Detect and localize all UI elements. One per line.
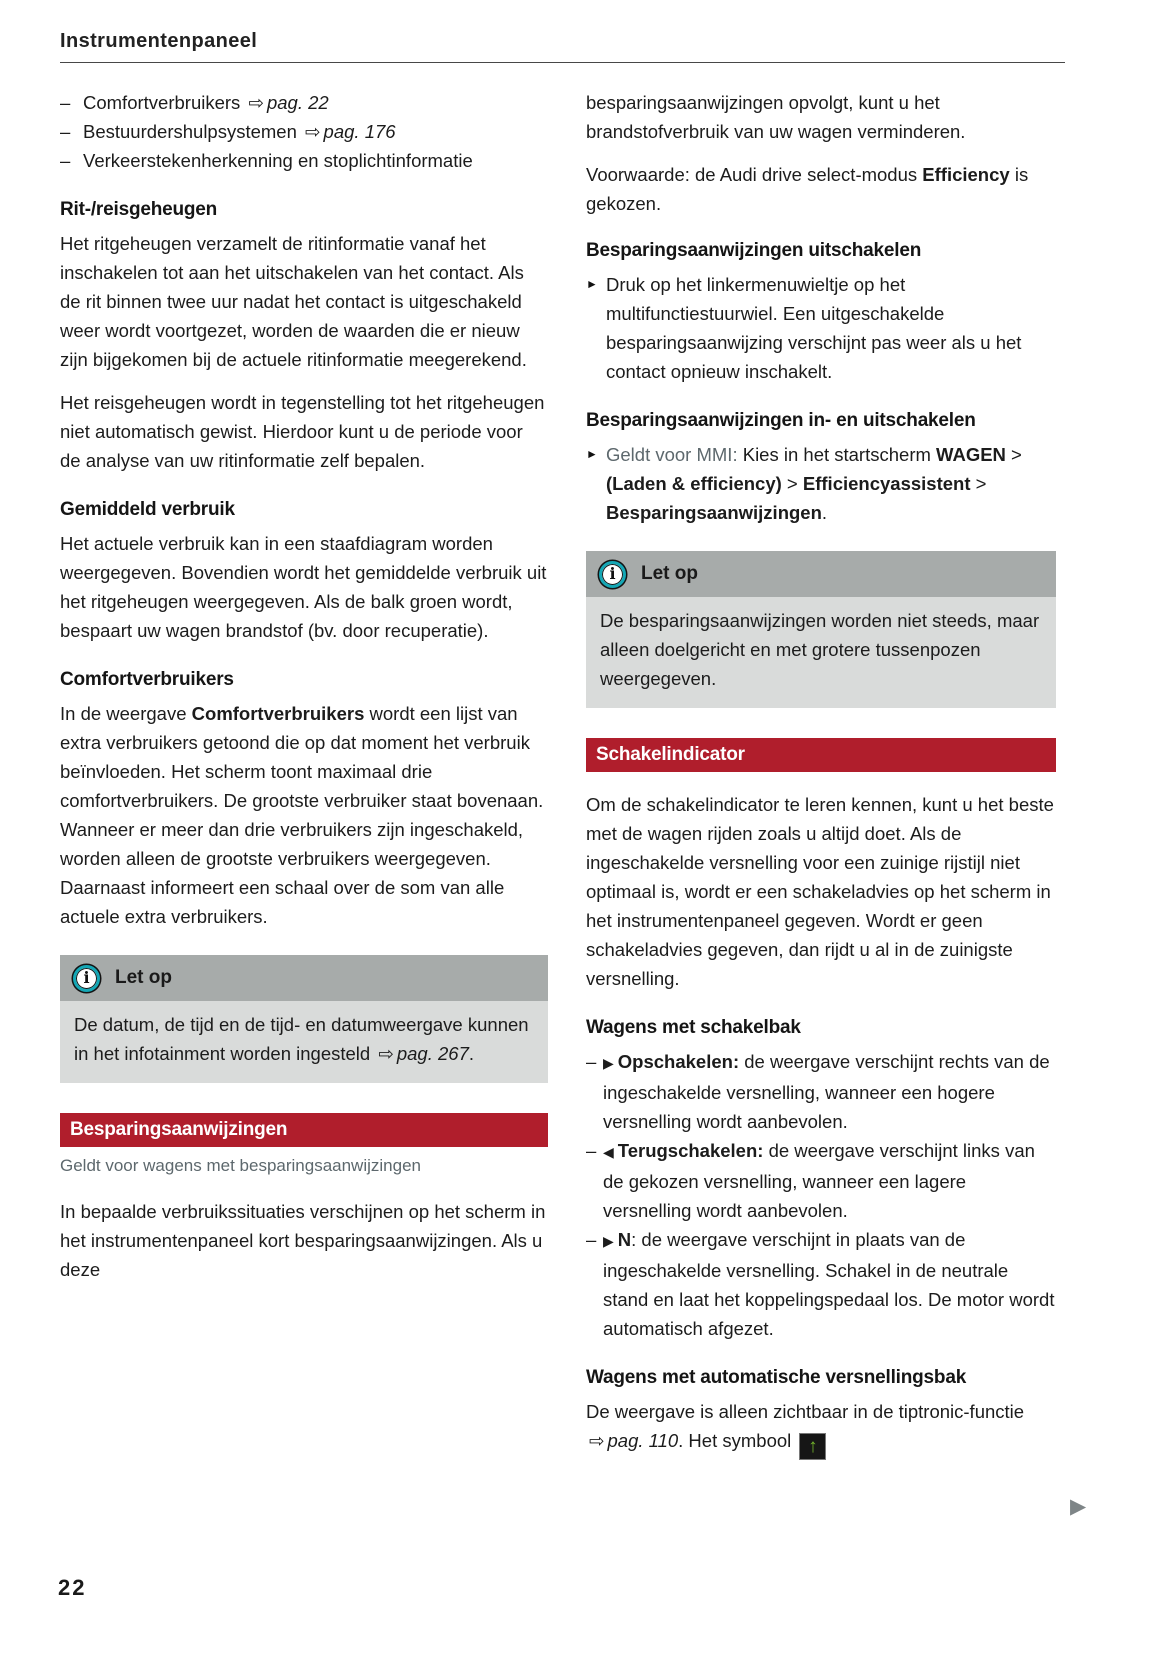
header-divider xyxy=(60,62,1065,63)
section-heading: Besparingsaanwijzingen in- en uitschakelen xyxy=(586,410,976,431)
text-segment: de weergave verschijnt links van de gekozen versnelling, wanneer een lagere versnelling wordt aanbevolen. xyxy=(603,1140,1035,1221)
toc-item-text xyxy=(83,121,396,142)
text-segment: Geldt voor MMI: xyxy=(606,444,738,465)
text-segment: Kies in het startscherm xyxy=(737,444,937,465)
ref-arrow-icon: ⇨ xyxy=(378,1043,394,1064)
paragraph: Het ritgeheugen verzamelt de ritinformatie vanaf het inschakelen tot aan het uitschakelen van het contact. Als de rit binnen twee uur nadat het contact is uitgeschakeld weer wordt voortgezet, worden de waarden die er nieuw zijn bijgekomen bij de actuele ritinformatie meegerekend. xyxy=(60,233,527,370)
dash-bullet-icon: – xyxy=(586,1140,597,1161)
two-column-body xyxy=(0,88,1165,1474)
info-icon xyxy=(73,965,100,992)
toc-item xyxy=(60,88,548,117)
page-number: 22 xyxy=(58,1575,87,1600)
note-header xyxy=(60,955,548,1001)
toc-item-text xyxy=(83,92,329,113)
note-header xyxy=(586,551,1056,597)
text-segment: Voorwaarde: de Audi drive select-modus xyxy=(586,164,923,185)
text-segment: Comfortverbruikers xyxy=(191,703,365,724)
text-segment: pag. 110 xyxy=(607,1430,679,1451)
shift-triangle-icon: ▶ xyxy=(603,1055,614,1071)
section-heading: Rit-/reisgeheugen xyxy=(60,199,218,220)
dash-bullet-icon: – xyxy=(586,1229,597,1250)
instruction-item xyxy=(586,270,1056,386)
list-item-text xyxy=(603,1140,1035,1221)
banner-subtitle: Geldt voor wagens met besparingsaanwijzingen xyxy=(60,1156,421,1175)
paragraph xyxy=(586,1397,1056,1460)
text-segment: . xyxy=(821,502,828,523)
text-segment: Opschakelen: xyxy=(617,1051,740,1072)
info-icon-glyph: i xyxy=(83,968,90,987)
note-box xyxy=(586,551,1056,708)
section-banner: Besparingsaanwijzingen xyxy=(60,1113,548,1147)
right-column xyxy=(586,88,1056,1474)
instruction-text xyxy=(606,274,1021,382)
text-segment: pag. 176 xyxy=(323,121,396,142)
text-segment: Bestuurdershulpsystemen xyxy=(83,121,303,142)
info-icon xyxy=(599,561,626,588)
note-title: Let op xyxy=(641,563,698,584)
text-segment: Comfortverbruikers xyxy=(83,92,246,113)
dash-bullet-icon: – xyxy=(60,150,71,171)
list-item xyxy=(586,1047,1056,1136)
text-segment: > xyxy=(970,473,987,494)
paragraph: Het actuele verbruik kan in een staafdiagram worden weergegeven. Bovendien wordt het gemiddelde verbruik uit het ritgeheugen weergegeven. Als de balk groen wordt, bespaart uw wagen brandstof (bv. door recuperatie). xyxy=(60,533,547,641)
list-item-text xyxy=(603,1229,1054,1339)
shift-triangle-icon: ▶ xyxy=(603,1233,614,1249)
shift-triangle-icon: ◀ xyxy=(603,1144,614,1160)
text-segment: wordt een lijst van extra verbruikers getoond die op dat moment het verbruik beïnvloeden. Het scherm toont maximaal drie comfortverbruikers. De grootste verbruiker staat bovenaan. Wanneer er meer dan drie verbruikers zijn ingeschakeld, worden alleen de grootste verbruikers weergegeven. Daarnaast informeert een schaal over de som van alle actuele extra verbruikers. xyxy=(60,703,544,927)
dash-bullet-icon: – xyxy=(60,121,71,142)
text-segment: Efficiency xyxy=(922,164,1010,185)
note-box xyxy=(60,955,548,1083)
page-title: Instrumentenpaneel xyxy=(60,30,258,52)
ref-arrow-icon: ⇨ xyxy=(305,121,321,142)
text-segment: . xyxy=(468,1043,475,1064)
paragraph: besparingsaanwijzingen opvolgt, kunt u het brandstofverbruik van uw wagen verminderen. xyxy=(586,92,966,142)
instruction-text xyxy=(606,444,1022,523)
paragraph xyxy=(586,160,1056,218)
text-segment: Efficiencyassistent xyxy=(802,473,971,494)
info-icon-glyph: i xyxy=(609,564,616,583)
text-segment: (Laden & efficiency) xyxy=(606,473,782,494)
ref-arrow-icon: ⇨ xyxy=(589,1430,605,1451)
gear-advice-list xyxy=(586,1047,1056,1343)
paragraph: Het reisgeheugen wordt in tegenstelling tot het ritgeheugen niet automatisch gewist. Hierdoor kunt u de periode voor de analyse van uw ritinformatie zelf bepalen. xyxy=(60,392,545,471)
text-segment: > xyxy=(1005,444,1022,465)
list-item xyxy=(586,1225,1056,1343)
dash-bullet-icon: – xyxy=(60,92,71,113)
text-segment: N xyxy=(617,1229,632,1250)
text-segment: De weergave is alleen zichtbaar in de tiptronic-functie xyxy=(586,1401,1025,1422)
note-body xyxy=(586,597,1056,708)
instruction-item xyxy=(586,440,1056,527)
text-segment: pag. 267 xyxy=(396,1043,469,1064)
text-segment: is gekozen. xyxy=(586,164,1029,214)
text-segment: pag. 22 xyxy=(266,92,329,113)
text-segment: WAGEN xyxy=(936,444,1006,465)
toc-item xyxy=(60,146,548,175)
paragraph xyxy=(60,699,548,931)
section-banner: Schakelindicator xyxy=(586,738,1056,772)
section-heading: Besparingsaanwijzingen uitschakelen xyxy=(586,240,922,261)
toc-item-text xyxy=(83,150,473,171)
section-heading: Comfortverbruikers xyxy=(60,669,234,690)
triangle-bullet-icon: ► xyxy=(586,447,598,461)
note-body xyxy=(60,1001,548,1083)
toc-list xyxy=(60,88,548,175)
text-segment: de weergave verschijnt rechts van de ingeschakelde versnelling, wanneer een hogere versnelling wordt aanbevolen. xyxy=(603,1051,1050,1132)
list-item xyxy=(586,1136,1056,1225)
triangle-bullet-icon: ► xyxy=(586,277,598,291)
text-segment: Druk op het linkermenuwieltje op het multifunctiestuurwiel. Een uitgeschakelde besparingsaanwijzing verschijnt pas weer als u het contact opnieuw inschakelt. xyxy=(606,274,1022,382)
section-heading: Wagens met automatische versnellingsbak xyxy=(586,1367,967,1388)
ref-arrow-icon: ⇨ xyxy=(248,92,264,113)
text-segment: De datum, de tijd en de tijd- en datumweergave kunnen in het infotainment worden ingesteld xyxy=(74,1014,529,1064)
text-segment: De besparingsaanwijzingen worden niet steeds, maar alleen doelgericht en met grotere tussenpozen weergegeven. xyxy=(600,610,1040,689)
note-title: Let op xyxy=(115,967,172,988)
toc-item xyxy=(60,117,548,146)
list-item-text xyxy=(603,1051,1050,1132)
continuation-arrow-icon: ▶ xyxy=(1070,1495,1087,1518)
section-heading: Wagens met schakelbak xyxy=(586,1017,801,1038)
paragraph: Om de schakelindicator te leren kennen, kunt u het beste met de wagen rijden zoals u altijd doet. Als de ingeschakelde versnelling voor een zuinige rijstijl niet optimaal is, wordt er een schakeladvies op het scherm in het instrumentenpaneel gegeven. Wordt er geen schakeladvies gegeven, dan rijdt u al in de zuinigste versnelling. xyxy=(586,794,1054,989)
text-segment: . Het symbool xyxy=(678,1430,797,1451)
section-heading: Gemiddeld verbruik xyxy=(60,499,235,520)
dash-bullet-icon: – xyxy=(586,1051,597,1072)
left-column xyxy=(60,88,548,1474)
text-segment: Besparingsaanwijzingen xyxy=(606,502,822,523)
text-segment: > xyxy=(781,473,803,494)
text-segment: In de weergave xyxy=(60,703,192,724)
paragraph: In bepaalde verbruikssituaties verschijnen op het scherm in het instrumentenpaneel kort besparingsaanwijzingen. Als u deze xyxy=(60,1201,546,1280)
text-segment: Verkeerstekenherkenning en stoplichtinformatie xyxy=(83,150,473,171)
text-segment: Terugschakelen: xyxy=(617,1140,764,1161)
page-header xyxy=(0,0,1165,63)
text-segment: : de weergave verschijnt in plaats van de ingeschakelde versnelling. Schakel in de neutrale stand en laat het koppelingspedaal los. De motor wordt automatisch afgezet. xyxy=(603,1229,1055,1339)
green-up-arrow-glyph: ↑ xyxy=(808,1436,818,1457)
upshift-symbol-icon xyxy=(799,1433,826,1460)
